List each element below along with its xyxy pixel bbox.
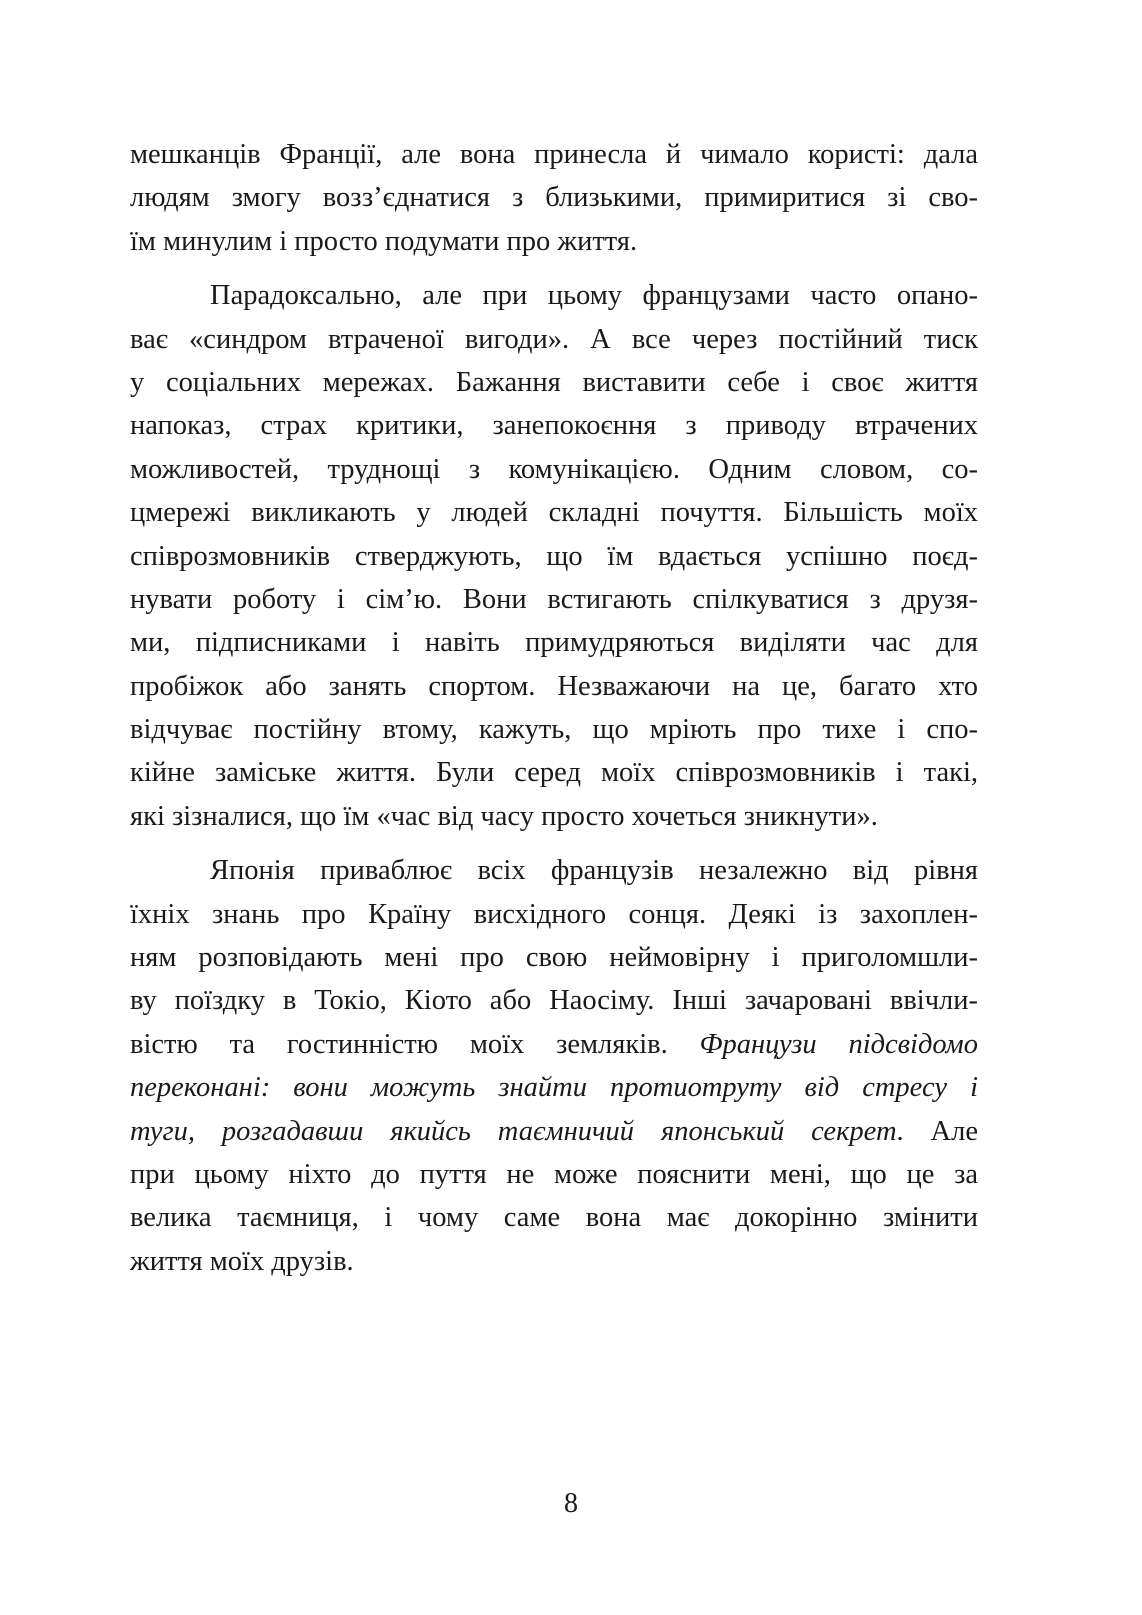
text-segment: Японія приваблює всіх французів незалежно від рівня [210, 855, 978, 887]
text-line [130, 133, 978, 176]
text-segment: їм минулим і просто подумати про життя. [130, 225, 638, 257]
italic-text: туги, розгадавши якийсь таємничий японський секрет [130, 1115, 897, 1147]
text-segment: вістю та гостинністю моїх земляків. [130, 1028, 700, 1060]
text-segment: мешканців Франції, але вона принесла й чимало користі: дала [130, 139, 978, 170]
text-segment: напоказ, страх критики, занепокоєння з приводу втрачених [130, 410, 978, 442]
text-line [130, 751, 978, 794]
text-line [130, 220, 978, 263]
page-body-text [130, 133, 978, 1294]
text-segment: ми, підписниками і навіть примудряються виділяти час для [130, 627, 978, 659]
text-line [130, 1196, 978, 1239]
text-segment: відчуває постійну втому, кажуть, що мріють про тихе і спо- [130, 714, 978, 746]
text-line [130, 1240, 978, 1283]
text-segment: пробіжок або занять спортом. Незважаючи на це, багато хто [130, 670, 978, 702]
text-line [130, 491, 978, 534]
text-line [130, 665, 978, 708]
text-line [130, 448, 978, 491]
text-line [130, 936, 978, 979]
text-segment: велика таємниця, і чому саме вона має докорінно змінити [130, 1202, 978, 1234]
text-segment: . Але [896, 1115, 978, 1147]
text-segment: ває «синдром втраченої вигоди». А все через постійний тиск [130, 323, 978, 355]
text-segment: можливостей, труднощі з комунікацією. Одним словом, со- [130, 453, 978, 485]
text-segment: нувати роботу і сім’ю. Вони встигають спілкуватися з друзя- [130, 583, 978, 615]
text-line [130, 708, 978, 751]
text-line [130, 1110, 978, 1153]
text-segment: співрозмовників стверджують, що їм вдається успішно поєд- [130, 540, 978, 572]
text-segment: кійне заміське життя. Були серед моїх співрозмовників і такі, [130, 757, 978, 789]
text-line [130, 404, 978, 447]
text-line [130, 621, 978, 664]
text-line [130, 318, 978, 361]
text-line [130, 893, 978, 936]
text-segment: при цьому ніхто до пуття не може пояснити мені, що це за [130, 1158, 978, 1190]
text-segment: життя моїх друзів. [130, 1245, 354, 1277]
italic-text: переконані: вони можуть знайти протиотруту від стресу і [130, 1072, 978, 1104]
text-line [130, 1153, 978, 1196]
text-line [130, 795, 978, 838]
text-segment: людям змогу возз’єднатися з близькими, примиритися зі сво- [130, 182, 978, 214]
text-segment: цмережі викликають у людей складні почуття. Більшість моїх [130, 497, 978, 529]
paragraph [130, 274, 978, 838]
text-line [130, 849, 978, 892]
text-line [130, 979, 978, 1022]
text-segment: ням розповідають мені про свою неймовірну і приголомшли- [130, 942, 978, 974]
paragraph [130, 133, 978, 263]
text-segment: у соціальних мережах. Бажання виставити себе і своє життя [130, 366, 978, 398]
page-number: 8 [564, 1488, 578, 1519]
paragraph [130, 849, 978, 1283]
text-line [130, 274, 978, 317]
text-line [130, 176, 978, 219]
text-line [130, 1066, 978, 1109]
text-line [130, 1023, 978, 1066]
text-segment: Парадоксально, але при цьому французами часто опано- [210, 280, 978, 312]
text-segment: їхніх знань про Країну висхідного сонця. Деякі із захоплен- [130, 898, 978, 930]
text-segment: які зізналися, що їм «час від часу просто хочеться зникнути». [130, 800, 878, 832]
text-segment: ву поїздку в Токіо, Кіото або Наосіму. Інші зачаровані ввічли- [130, 985, 978, 1017]
text-line [130, 361, 978, 404]
text-line [130, 535, 978, 578]
text-line [130, 578, 978, 621]
italic-text: Французи підсвідомо [699, 1028, 978, 1060]
